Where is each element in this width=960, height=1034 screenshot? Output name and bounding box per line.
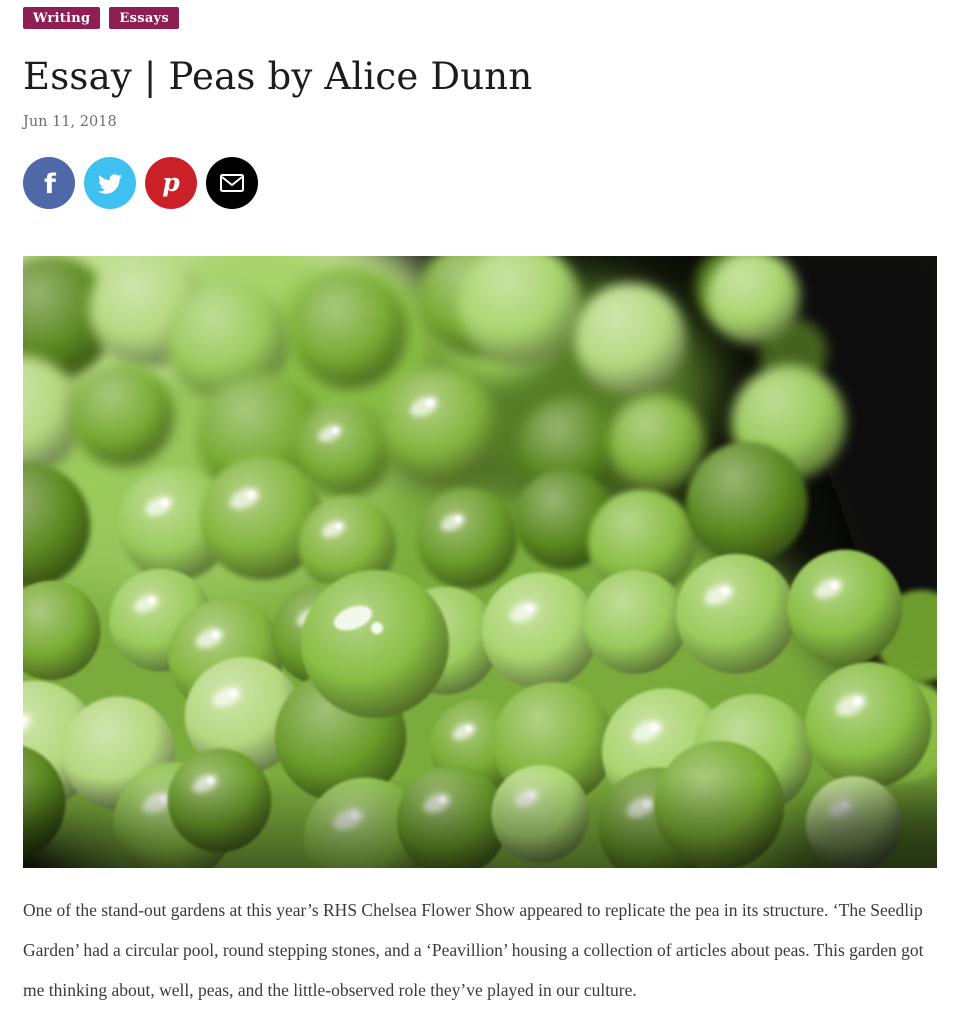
email-icon — [206, 157, 258, 209]
twitter-icon — [84, 157, 136, 209]
svg-text:p: p — [162, 168, 180, 198]
share-email-button[interactable] — [206, 157, 258, 209]
share-buttons-row — [23, 157, 937, 209]
tag-essays[interactable]: Essays — [109, 7, 179, 29]
pinterest-icon — [145, 157, 197, 209]
article-date: Jun 11, 2018 — [23, 114, 117, 131]
tags-row — [23, 7, 937, 29]
tag-writing[interactable]: Writing — [23, 7, 100, 29]
svg-text:f: f — [44, 169, 56, 201]
share-pinterest-button[interactable] — [145, 157, 197, 209]
share-facebook-button[interactable] — [23, 157, 75, 209]
peas-photo-illustration — [23, 256, 937, 868]
facebook-icon — [23, 157, 75, 209]
hero-image — [23, 256, 937, 868]
article-paragraph: One of the stand-out gardens at this year’s RHS Chelsea Flower Show appeared to replicate the pea in its structure. ‘The Seedlip Garden’ had a circular pool, round stepping stones, and a ‘Peavillion’ housing a collection of articles about peas. This garden got me thinking about, well, peas, and the little-observed role they’ve played in our culture. — [23, 900, 924, 1001]
share-twitter-button[interactable] — [84, 157, 136, 209]
page-title: Essay | Peas by Alice Dunn — [23, 55, 533, 98]
